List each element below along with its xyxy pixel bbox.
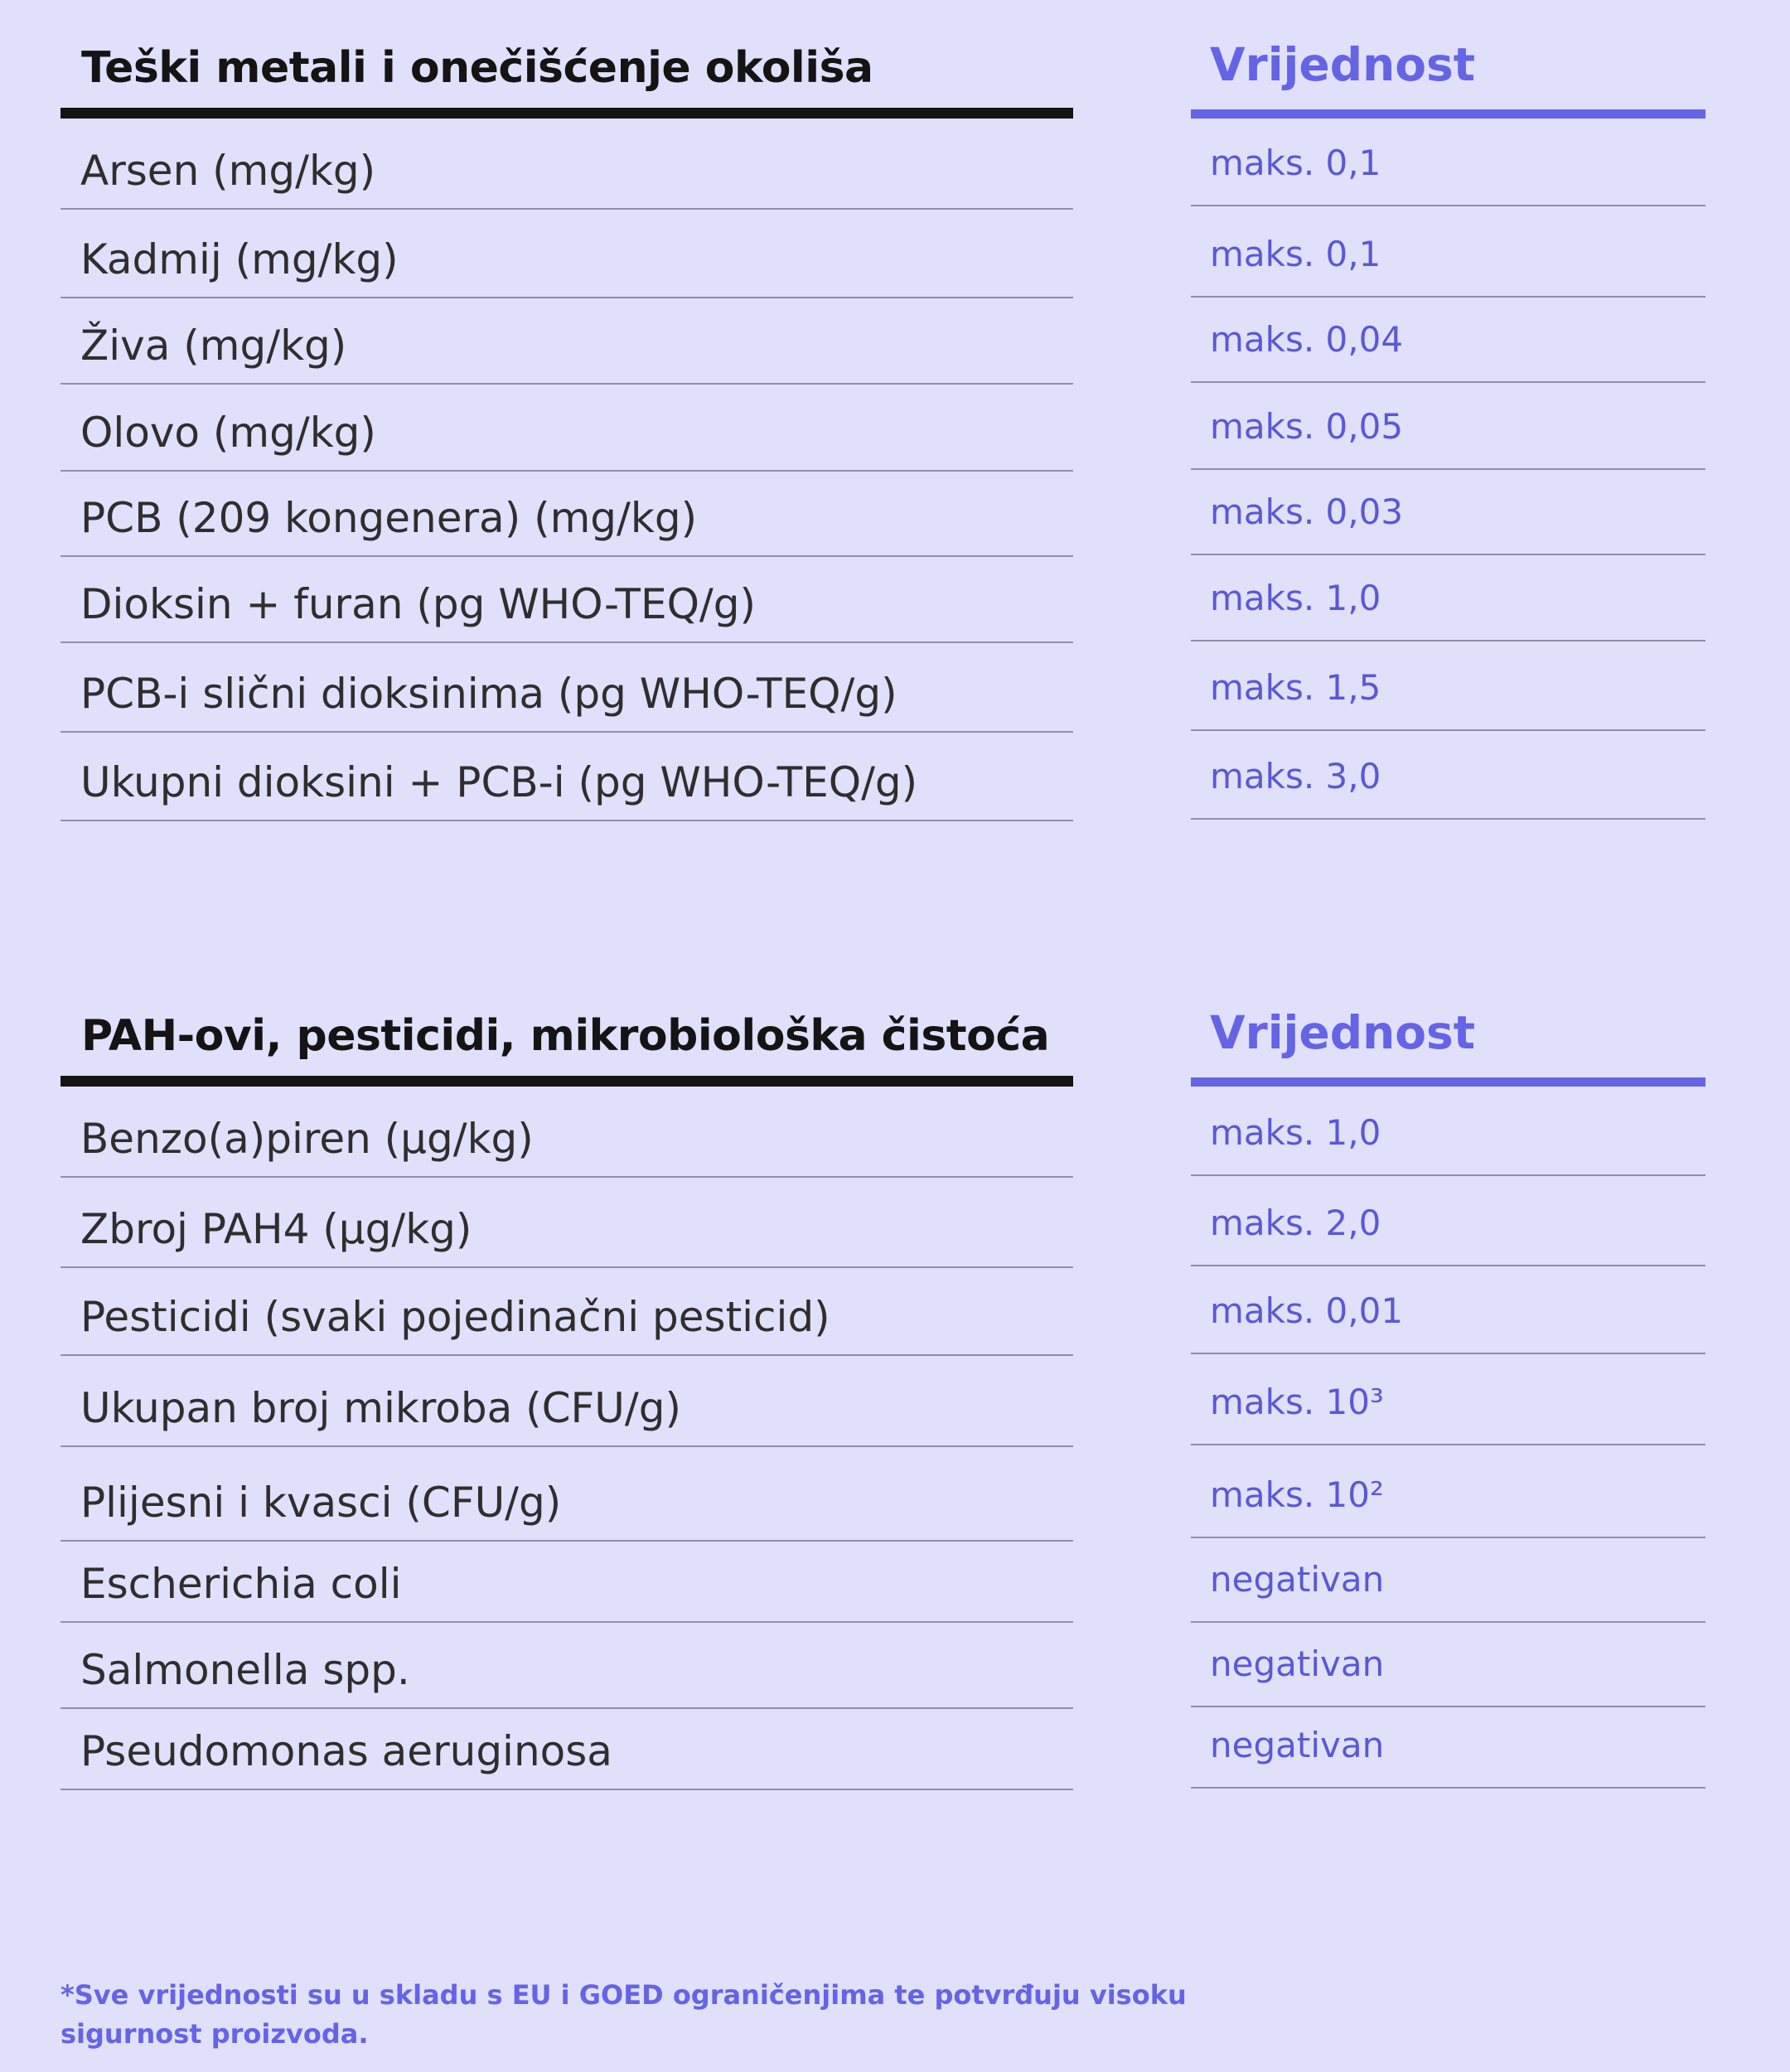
- row-value-cell: [1191, 555, 1705, 641]
- row-name: Olovo (mg/kg): [80, 409, 376, 457]
- row-name: Dioksin + furan (pg WHO-TEQ/g): [80, 580, 757, 628]
- row-value: maks. 1,0: [1210, 578, 1381, 618]
- row-value: maks. 1,5: [1210, 667, 1381, 708]
- row-value-cell: [1191, 1707, 1705, 1789]
- row-name-cell: [60, 1709, 1073, 1790]
- value-header-box: [1191, 1006, 1705, 1087]
- row-name-cell: [60, 733, 1073, 821]
- row-name: Pseudomonas aeruginosa: [80, 1727, 612, 1775]
- table-row: [60, 472, 1705, 557]
- table-row: [60, 1709, 1705, 1790]
- row-value: maks. 0,03: [1210, 491, 1404, 532]
- row-name-cell: [60, 557, 1073, 643]
- section-title-box: [60, 41, 1073, 119]
- table-row: [60, 733, 1705, 821]
- row-name: Pesticidi (svaki pojedinačni pesticid): [80, 1293, 830, 1341]
- row-value-cell: [1191, 1176, 1705, 1266]
- footnote: *Sve vrijednosti su u skladu s EU i GOED ograničenjima te potvrđuju visoku sigurnost proizvoda.: [60, 1979, 1187, 2050]
- row-name-cell: [60, 1178, 1073, 1268]
- table-body: [60, 1087, 1705, 1790]
- row-name-cell: [60, 1447, 1073, 1542]
- table-heavy-metals: [60, 38, 1705, 821]
- row-name-cell: [60, 1356, 1073, 1447]
- section-title: Teški metali i onečišćenje okoliša: [81, 43, 873, 93]
- row-value: negativan: [1210, 1725, 1385, 1765]
- table-header: [60, 38, 1705, 119]
- row-value-cell: [1191, 1266, 1705, 1354]
- row-value-cell: [1191, 297, 1705, 383]
- row-value-cell: [1191, 383, 1705, 470]
- table-row: [60, 1087, 1705, 1178]
- row-name: PCB (209 kongenera) (mg/kg): [80, 494, 698, 542]
- row-value: maks. 0,04: [1210, 319, 1404, 360]
- row-name-cell: [60, 1087, 1073, 1178]
- row-value: maks. 2,0: [1210, 1203, 1381, 1243]
- row-value: maks. 0,1: [1210, 234, 1381, 274]
- table-row: [60, 1447, 1705, 1542]
- row-value: maks. 1,0: [1210, 1112, 1381, 1153]
- table-row: [60, 643, 1705, 733]
- row-name: Arsen (mg/kg): [80, 147, 376, 195]
- row-name-cell: [60, 385, 1073, 472]
- row-value-cell: [1191, 1445, 1705, 1538]
- row-value: maks. 10³: [1210, 1382, 1384, 1422]
- row-name-cell: [60, 1542, 1073, 1623]
- row-value: maks. 0,1: [1210, 143, 1381, 183]
- row-name: Benzo(a)piren (µg/kg): [80, 1115, 534, 1163]
- row-value-cell: [1191, 731, 1705, 820]
- row-name-cell: [60, 1623, 1073, 1709]
- row-value-cell: [1191, 1087, 1705, 1176]
- row-name: Zbroj PAH4 (µg/kg): [80, 1205, 472, 1253]
- table-header: [60, 1006, 1705, 1087]
- row-name-cell: [60, 119, 1073, 210]
- value-header-box: [1191, 38, 1705, 119]
- row-value: maks. 0,05: [1210, 406, 1404, 447]
- value-header: Vrijednost: [1210, 38, 1476, 91]
- row-value-cell: [1191, 1354, 1705, 1445]
- row-name: Ukupan broj mikroba (CFU/g): [80, 1384, 681, 1432]
- table-row: [60, 119, 1705, 210]
- row-name-cell: [60, 298, 1073, 385]
- row-value: maks. 10²: [1210, 1474, 1384, 1515]
- table-row: [60, 1623, 1705, 1709]
- table-row: [60, 1356, 1705, 1447]
- row-name: Escherichia coli: [80, 1560, 402, 1608]
- table-row: [60, 1178, 1705, 1268]
- table-row: [60, 385, 1705, 472]
- row-value-cell: [1191, 1540, 1705, 1623]
- row-name: Plijesni i kvasci (CFU/g): [80, 1479, 562, 1527]
- row-value-cell: [1191, 470, 1705, 555]
- row-value: maks. 3,0: [1210, 756, 1381, 796]
- row-name-cell: [60, 1268, 1073, 1356]
- table-row: [60, 1268, 1705, 1356]
- value-header: Vrijednost: [1210, 1006, 1476, 1059]
- row-value: negativan: [1210, 1644, 1385, 1684]
- row-name-cell: [60, 643, 1073, 733]
- row-name: PCB-i slični dioksinima (pg WHO-TEQ/g): [80, 670, 897, 718]
- row-value-cell: [1191, 641, 1705, 731]
- table-body: [60, 119, 1705, 821]
- row-value-cell: [1191, 119, 1705, 206]
- row-name-cell: [60, 472, 1073, 557]
- section-title: PAH-ovi, pesticidi, mikrobiološka čistoća: [81, 1011, 1050, 1061]
- row-name: Živa (mg/kg): [80, 322, 347, 370]
- table-row: [60, 210, 1705, 298]
- row-name-cell: [60, 210, 1073, 298]
- row-value: maks. 0,01: [1210, 1290, 1404, 1331]
- row-value-cell: [1191, 1621, 1705, 1707]
- table-row: [60, 1542, 1705, 1623]
- table-row: [60, 298, 1705, 385]
- row-name: Salmonella spp.: [80, 1646, 410, 1694]
- table-pah-pesticides-micro: [60, 1006, 1705, 1790]
- table-row: [60, 557, 1705, 643]
- row-name: Ukupni dioksini + PCB-i (pg WHO-TEQ/g): [80, 758, 918, 806]
- section-title-box: [60, 1009, 1073, 1087]
- row-value-cell: [1191, 209, 1705, 298]
- row-value: negativan: [1210, 1559, 1385, 1600]
- row-name: Kadmij (mg/kg): [80, 235, 399, 283]
